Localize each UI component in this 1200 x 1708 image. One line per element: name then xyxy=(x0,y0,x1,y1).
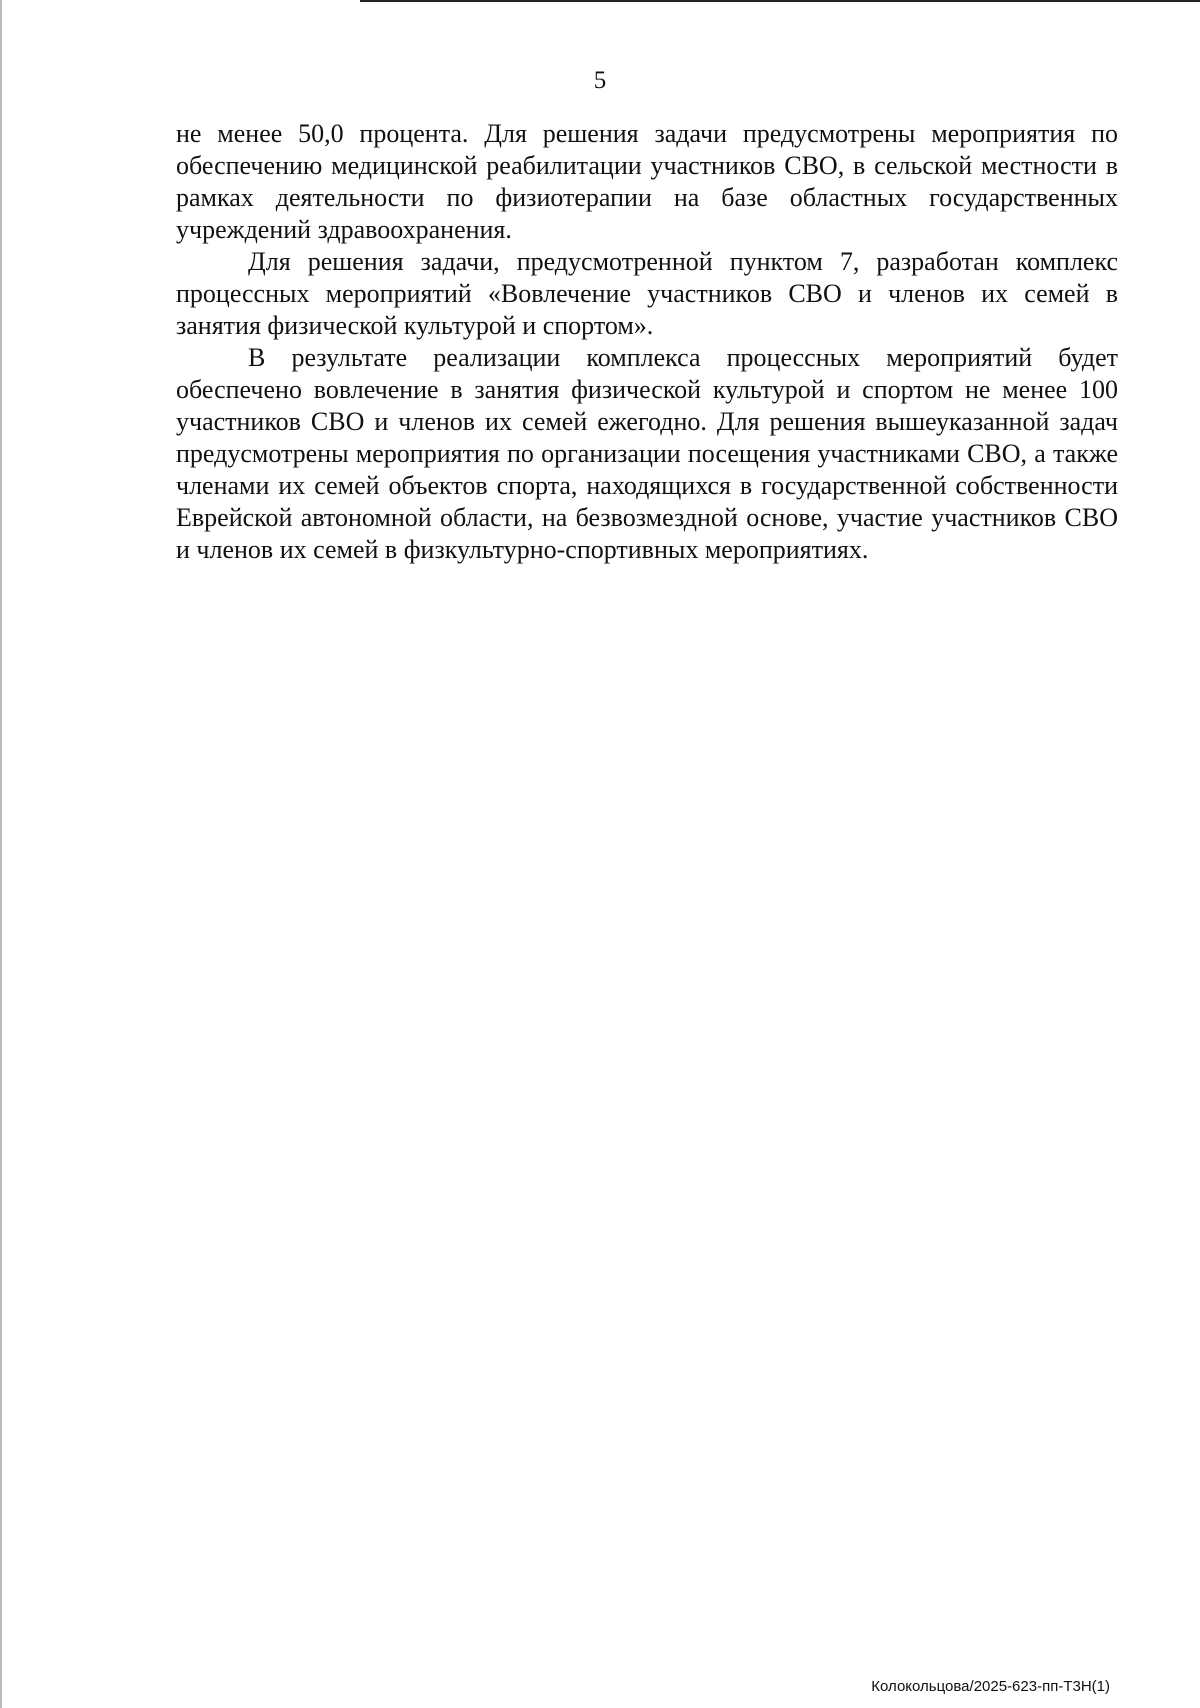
document-body xyxy=(176,118,1118,566)
scan-edge-left xyxy=(0,0,2,1708)
paragraph-results: В результате реализации комплекса процессных мероприятий будет обеспечено вовлечение в занятия физической культурой и спортом не менее 100 участников СВО и членов их семей ежегодно. Для решения вышеуказанной задач предусмотрены мероприятия по организации посещения участниками СВО, а также членами их семей объектов спорта, находящихся в государственной собственности Еврейской автономной области, на безвозмездной основе, участие участников СВО и членов их семей в физкультурно-спортивных мероприятиях. xyxy=(176,343,1118,564)
page-number: 5 xyxy=(593,67,607,94)
document-id-footer: Колокольцова/2025-623-пп-Т3Н(1) xyxy=(871,1678,1110,1695)
scan-edge-top xyxy=(360,0,1200,2)
paragraph-task-7: Для решения задачи, предусмотренной пунктом 7, разработан комплекс процессных мероприятий «Вовлечение участников СВО и членов их семей в занятия физической культурой и спортом». xyxy=(176,247,1118,340)
paragraph-continuation: не менее 50,0 процента. Для решения задачи предусмотрены мероприятия по обеспечению медицинской реабилитации участников СВО, в сельской местности в рамках деятельности по физиотерапии на базе областных государственных учреждений здравоохранения. xyxy=(176,119,1118,244)
